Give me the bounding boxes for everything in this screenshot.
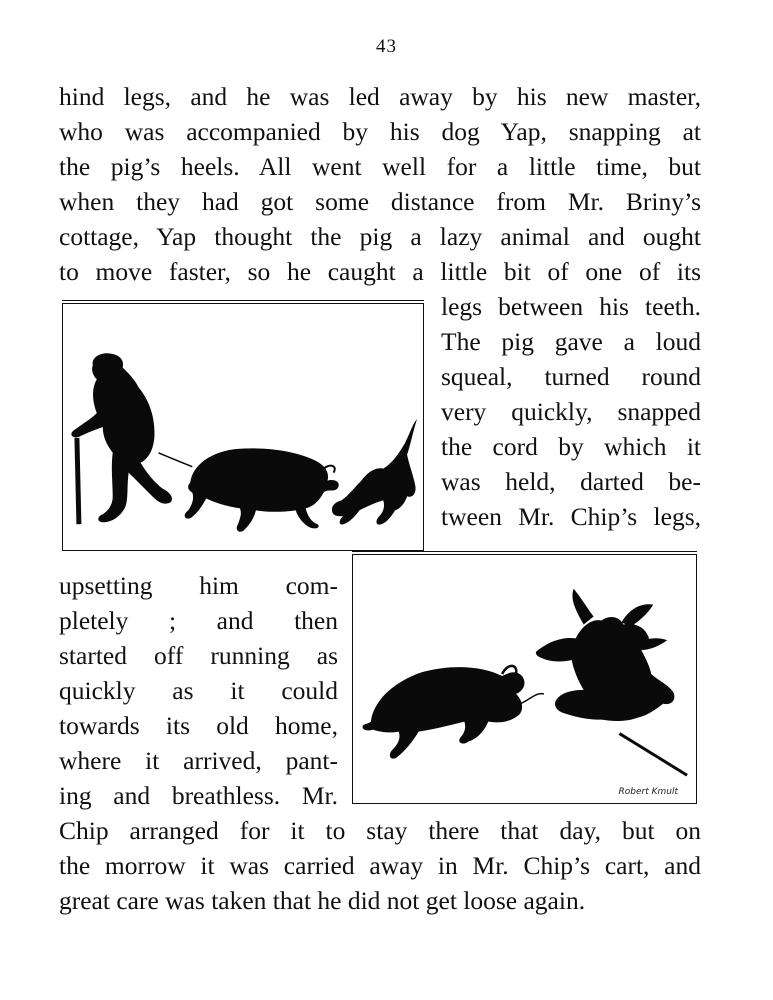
text-line: great care was taken that he did not get loose again. <box>59 886 586 915</box>
text-line: quickly as it could <box>59 676 338 705</box>
text-line: ing and breathless. Mr. <box>59 781 338 810</box>
text-line: very quickly, snapped <box>441 397 701 426</box>
text-line: upsetting him com- <box>59 571 338 600</box>
silhouette-pig-upsetting-man-icon <box>353 555 696 803</box>
text-line: hind legs, and he was led away by his new master, <box>59 82 701 111</box>
text-line: the morrow it was carried away in Mr. Chip’s cart, and <box>59 851 701 880</box>
text-line: was held, darted be- <box>441 467 701 496</box>
text-line: to move faster, so he caught a little bit of one of its <box>59 257 701 286</box>
text-line: legs between his teeth. <box>441 292 701 321</box>
illustration-man-pig-dog <box>62 303 424 551</box>
text-line: the pig’s heels. All went well for a little time, but <box>59 152 701 181</box>
text-line: who was accompanied by his dog Yap, snapping at <box>59 117 701 146</box>
text-line: when they had got some distance from Mr. Briny’s <box>59 187 701 216</box>
text-line: Chip arranged for it to stay there that day, but on <box>59 816 701 845</box>
text-line: squeal, turned round <box>441 362 701 391</box>
text-line: The pig gave a loud <box>441 327 701 356</box>
illustration-pig-upsets-man <box>352 554 697 804</box>
page-number: 43 <box>376 36 397 57</box>
text-line: where it arrived, pant- <box>59 746 338 775</box>
text-line: the cord by which it <box>441 432 701 461</box>
text-line: towards its old home, <box>59 711 338 740</box>
text-line: pletely ; and then <box>59 606 338 635</box>
illustration-rule <box>352 551 697 552</box>
text-line: tween Mr. Chip’s legs, <box>441 502 701 531</box>
artist-signature: Robert Kmult <box>618 787 678 797</box>
silhouette-man-pig-dog-icon <box>63 304 423 550</box>
text-line: started off running as <box>59 641 338 670</box>
text-line: cottage, Yap thought the pig a lazy animal and ought <box>59 222 701 251</box>
illustration-rule <box>62 300 424 301</box>
